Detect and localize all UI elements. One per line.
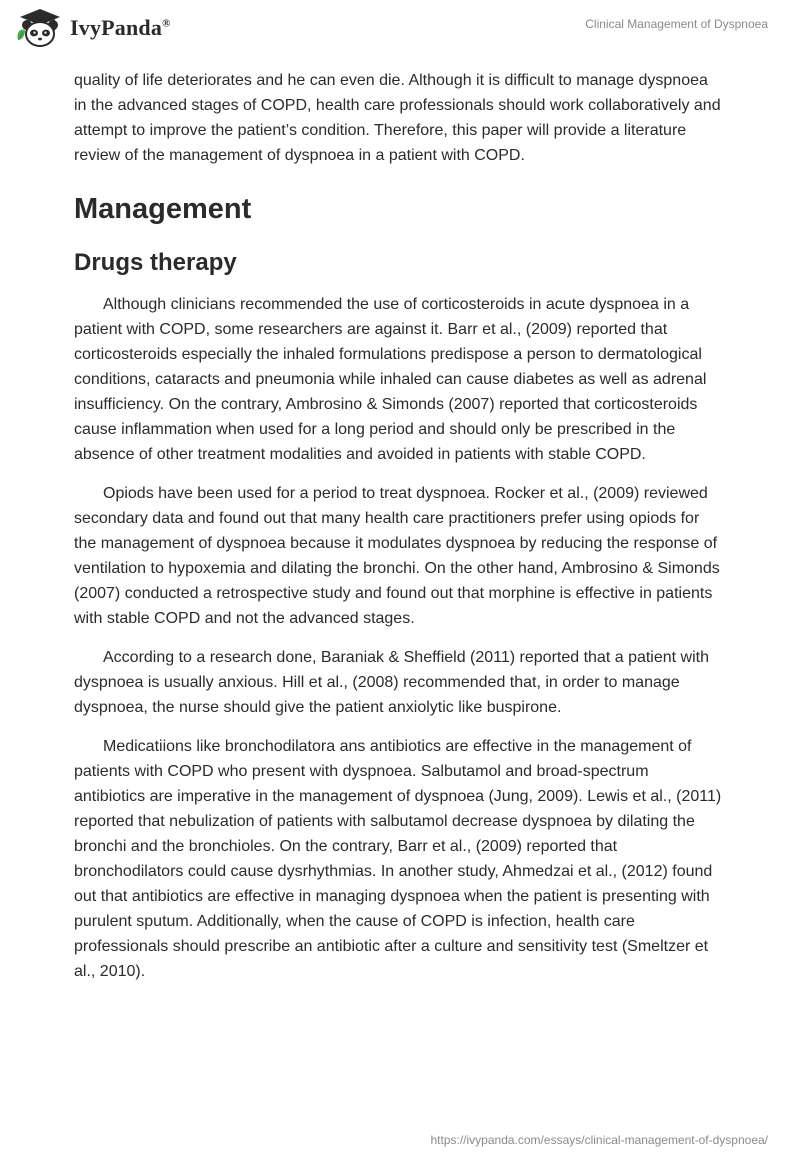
section-heading: Management (74, 193, 252, 225)
brand-logo[interactable] (14, 6, 171, 50)
article-body (74, 68, 722, 998)
body-paragraph: Although clinicians recommended the use of corticosteroids in acute dyspnoea in a patient with COPD, some researchers are against it. Barr et al., (2009) reported that corticosteroids especially the inhaled formulations predispose a person to dermatological conditions, cataracts and pneumonia while inhaled can cause diabetes as well as adrenal insufficiency. On the contrary, Ambrosino & Simonds (2007) reported that corticosteroids cause inflammation when used for a long period and should only be prescribed in the absence of other treatment modalities and avoided in patients with stable COPD. (74, 296, 707, 463)
body-paragraph: According to a research done, Baraniak & Sheffield (2011) reported that a patient with dyspnoea is usually anxious. Hill et al., (2008) recommended that, in order to manage dyspnoea, the nurse should give the patient anxiolytic like buspirone. (74, 649, 709, 716)
running-title: Clinical Management of Dyspnoea (585, 17, 768, 31)
source-url[interactable]: https://ivypanda.com/essays/clinical-management-of-dyspnoea/ (430, 1133, 768, 1147)
page-header (0, 0, 800, 62)
panda-graduate-icon (14, 6, 66, 50)
intro-paragraph: quality of life deteriorates and he can even die. Although it is difficult to manage dyspnoea in the advanced stages of COPD, health care professionals should work collaboratively and attempt to improve the patient’s condition. Therefore, this paper will provide a literature review of the management of dyspnoea in a patient with COPD. (74, 72, 721, 164)
brand-name: IvyPanda® (70, 15, 171, 40)
body-paragraph: Opiods have been used for a period to treat dyspnoea. Rocker et al., (2009) reviewed secondary data and found out that many health care practitioners prefer using opiods for the management of dyspnoea because it modulates dyspnoea by reducing the response of ventilation to hypoxemia and dilating the bronchi. On the other hand, Ambrosino & Simonds (2007) conducted a retrospective study and found out that morphine is effective in patients with stable COPD and not the advanced stages. (74, 485, 720, 627)
body-paragraph: Medicatiions like bronchodilatora ans antibiotics are effective in the management of patients with COPD who present with dyspnoea. Salbutamol and broad-spectrum antibiotics are imperative in the management of dyspnoea (Jung, 2009). Lewis et al., (2011) reported that nebulization of patients with salbutamol decrease dyspnoea by dilating the bronchi and the bronchioles. On the contrary, Barr et al., (2009) reported that bronchodilators could cause dysrhythmias. In another study, Ahmedzai et al., (2012) found out that antibiotics are effective in managing dyspnoea when the patient is presenting with purulent sputum. Additionally, when the cause of COPD is infection, health care professionals should prescribe an antibiotic after a culture and sensitivity test (Smeltzer et al., 2010). (74, 738, 722, 980)
subsection-heading: Drugs therapy (74, 249, 237, 276)
